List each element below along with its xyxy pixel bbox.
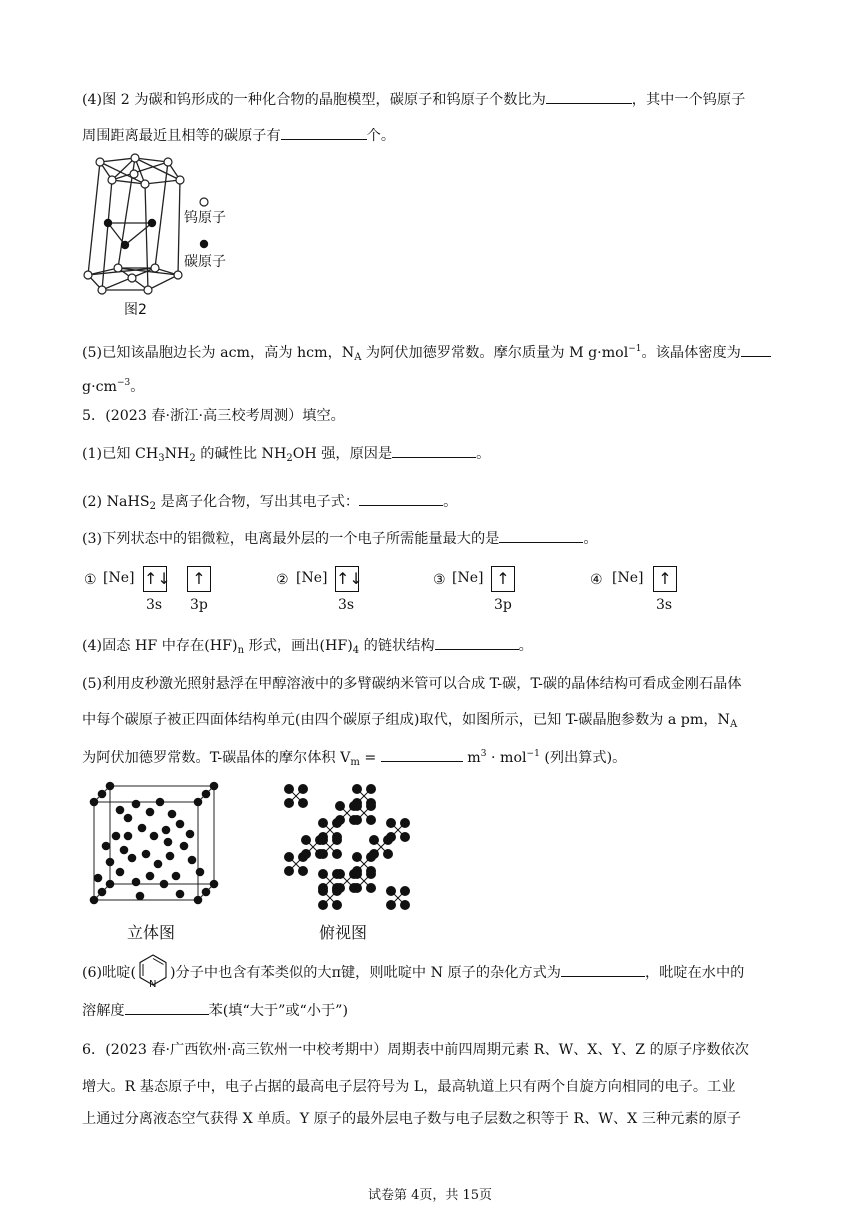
q4-part4-line1: (4)图 2 为碳和钨形成的一种化合物的晶胞模型，碳原子和钨原子个数比为 ，其中一个钨原子 <box>82 89 745 110</box>
tetrahedral-unit <box>318 835 342 859</box>
orbital-box-3s: ↑ <box>653 566 677 592</box>
answer-blank[interactable] <box>281 125 367 140</box>
carbon-atom <box>116 868 125 877</box>
q6-line2: 增大。R 基态原子中，电子占据的最高电子层符号为 L，最高轨道上只有两个自旋方向相同的电子。工业 <box>82 1079 736 1095</box>
carbon-atom <box>194 798 203 807</box>
carbon-atom <box>128 854 137 863</box>
legend-carbon: 碳原子 <box>184 254 226 270</box>
carbon-atom <box>194 896 203 905</box>
pyridine-structure <box>136 963 170 987</box>
carbon-atom <box>106 782 115 791</box>
carbon-atom <box>98 888 107 897</box>
carbon-atom <box>94 874 103 883</box>
q5-item6-line2: 溶解度 苯(填“大于”或“小于”) <box>82 1000 348 1021</box>
answer-blank[interactable] <box>435 635 519 650</box>
tetrahedral-unit <box>318 869 342 893</box>
carbon-atom <box>172 872 181 881</box>
answer-blank[interactable] <box>499 528 583 543</box>
q5-item5-line2: 中每个碳原子被正四面体结构单元(由四个碳原子组成)取代，如图所示，已知 T-碳晶胞参数为 a pm，$N_A$ <box>82 712 738 730</box>
carbon-atom <box>168 810 177 819</box>
answer-blank[interactable] <box>125 1000 209 1015</box>
answer-blank[interactable] <box>392 443 476 458</box>
tetrahedral-unit <box>352 869 376 893</box>
orbital-box-3p: ↑ <box>187 566 211 592</box>
legend-tungsten: 钨原子 <box>184 210 226 226</box>
answer-blank[interactable] <box>359 491 443 506</box>
carbon-atom <box>102 842 111 851</box>
carbon-atom <box>166 852 175 861</box>
answer-blank[interactable] <box>546 89 632 104</box>
carbon-atom <box>176 890 185 899</box>
answer-blank[interactable] <box>381 747 463 762</box>
carbon-atom <box>154 860 163 869</box>
carbon-atom <box>142 850 151 859</box>
figure-caption-top-view: 俯视图 <box>319 923 368 942</box>
carbon-atom <box>146 808 155 817</box>
tetrahedral-unit <box>284 784 308 808</box>
carbon-atom <box>150 832 159 841</box>
carbon-atom <box>132 800 141 809</box>
carbon-atom <box>106 880 115 889</box>
carbon-atom <box>186 830 195 839</box>
carbon-atom <box>202 888 211 897</box>
q5-item3: (3)下列状态中的铝微粒，电离最外层的一个电子所需能量最大的是 。 <box>82 528 598 549</box>
q5-header: 5．(2023 春·浙江·高三校考周测）填空。 <box>82 408 345 424</box>
carbon-atom <box>124 814 133 823</box>
carbon-atom <box>180 842 189 851</box>
carbon-atom <box>162 826 171 835</box>
figure-caption: 图2 <box>124 302 147 318</box>
answer-blank[interactable] <box>741 342 771 357</box>
t-carbon-top-view-figure <box>282 782 422 917</box>
carbon-atom <box>106 858 115 867</box>
q5-item4: (4)固态 HF 中存在$(HF)_n$ 形式，画出$(HF)_4$ 的链状结构 。 <box>82 635 533 661</box>
orbital-box-3s: ↑↓ <box>335 566 359 592</box>
carbon-atom <box>124 832 133 841</box>
carbon-atom <box>188 856 197 865</box>
pyridine-n-label: N <box>149 979 157 987</box>
carbon-atom <box>132 878 141 887</box>
tetrahedral-unit <box>386 886 410 910</box>
answer-blank[interactable] <box>561 962 645 977</box>
carbon-atom <box>138 824 147 833</box>
orbital-box-3s: ↑↓ <box>143 566 167 592</box>
q6-line3: 上通过分离液态空气获得 X 单质。Y 原子的最外层电子数与电子层数之积等于 R、W、X 三种元素的原子 <box>82 1111 742 1127</box>
carbon-atom <box>164 838 173 847</box>
carbon-atom <box>176 820 185 829</box>
page-footer: 试卷第 4页，共 15页 <box>367 1188 493 1203</box>
carbon-atom <box>98 790 107 799</box>
q4-part5-line1: (5)已知该晶胞边长为 acm，高为 hcm，$N_A$ 为阿伏加德罗常数。摩尔质量为 M g·mol$^{-1}$。该晶体密度为 <box>82 339 771 368</box>
tetrahedral-unit <box>369 835 393 859</box>
carbon-atom <box>116 806 125 815</box>
carbon-atom <box>210 880 219 889</box>
q5-item1: (1)已知 $CH_3NH_2$ 的碱性比 $NH_2OH$ 强，原因是 。 <box>82 443 490 469</box>
tungsten-carbide-cell-figure <box>80 150 240 320</box>
carbon-atom <box>90 798 99 807</box>
q5-item2: (2) NaHS$_2$ 是离子化合物，写出其电子式： 。 <box>82 491 457 517</box>
carbon-atom <box>160 880 169 889</box>
carbon-atom <box>136 892 145 901</box>
orbital-box-3p: ↑ <box>491 566 515 592</box>
q4-part4-line2: 周围距离最近且相等的碳原子有 个。 <box>82 125 395 146</box>
q5-item5-line3: 为阿伏加德罗常数。T-碳晶体的摩尔体积 $V_m = m^3 \cdot mol^{-1}$ (列出算式)。 <box>82 749 627 768</box>
q5-item6-line1: (6)吡啶( N )分子中也含有苯类似的大π键，则吡啶中 N 原子的杂化方式为 ，吡啶在水中的 <box>82 962 744 983</box>
q6-line1: 6．(2023 春·广西钦州·高三钦州一中校考期中）周期表中前四周期元素 R、W、X、Y、Z 的原子序数依次 <box>82 1042 749 1058</box>
carbon-atom <box>146 872 155 881</box>
carbon-atom <box>202 790 211 799</box>
carbon-atom <box>112 832 121 841</box>
tetrahedral-unit <box>352 801 376 825</box>
t-carbon-3d-figure <box>80 780 220 915</box>
q5-item5-line1: (5)利用皮秒激光照射悬浮在甲醇溶液中的多臂碳纳米管可以合成 T-碳，T-碳的晶体结构可看成金刚石晶体 <box>82 676 742 692</box>
carbon-atom <box>120 846 129 855</box>
figure-caption-3d: 立体图 <box>127 923 176 942</box>
carbon-atom <box>90 896 99 905</box>
carbon-atom <box>156 798 165 807</box>
carbon-atom <box>210 782 219 791</box>
carbon-atom <box>196 868 205 877</box>
q4-part5-line2: $g\cdot cm^{-3}$。 <box>82 378 145 395</box>
